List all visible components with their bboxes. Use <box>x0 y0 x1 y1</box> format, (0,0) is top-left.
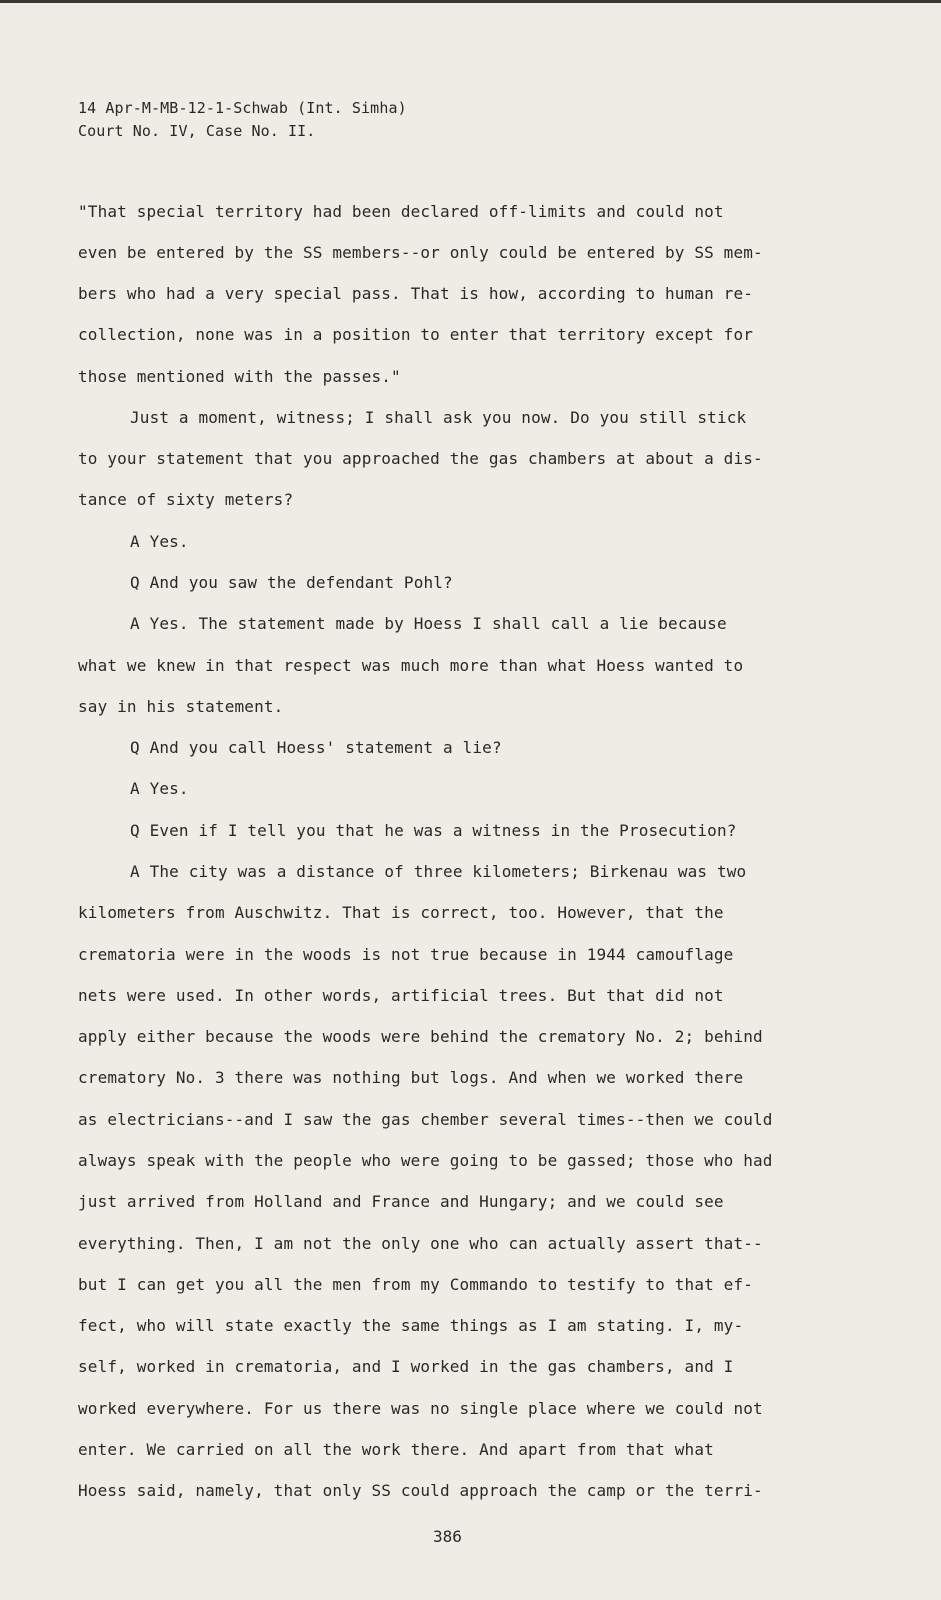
text-line: bers who had a very special pass. That is how, according to human re- <box>78 284 754 303</box>
question-line: Q And you call Hoess' statement a lie? <box>130 738 502 757</box>
page-number: 386 <box>433 1527 462 1546</box>
header-court-case: Court No. IV, Case No. II. <box>78 122 316 140</box>
text-line: everything. Then, I am not the only one who can actually assert that-- <box>78 1234 763 1253</box>
text-line: crematory No. 3 there was nothing but logs. And when we worked there <box>78 1068 744 1087</box>
text-line: enter. We carried on all the work there. And apart from that what <box>78 1440 714 1459</box>
text-line: Just a moment, witness; I shall ask you now. Do you still stick <box>130 408 747 427</box>
text-line: nets were used. In other words, artificial trees. But that did not <box>78 986 724 1005</box>
text-line: "That special territory had been declared off-limits and could not <box>78 202 724 221</box>
text-line: just arrived from Holland and France and Hungary; and we could see <box>78 1192 724 1211</box>
text-line: to your statement that you approached the gas chambers at about a dis- <box>78 449 763 468</box>
text-line: Hoess said, namely, that only SS could approach the camp or the terri- <box>78 1481 763 1500</box>
text-line: as electricians--and I saw the gas chember several times--then we could <box>78 1110 773 1129</box>
question-line: Q Even if I tell you that he was a witness in the Prosecution? <box>130 821 737 840</box>
header-reference: 14 Apr-M-MB-12-1-Schwab (Int. Simha) <box>78 99 407 117</box>
answer-line: A Yes. <box>130 532 189 551</box>
answer-line: A Yes. The statement made by Hoess I shall call a lie because <box>130 614 727 633</box>
text-line: tance of sixty meters? <box>78 490 294 509</box>
text-line: even be entered by the SS members--or only could be entered by SS mem- <box>78 243 763 262</box>
text-line: crematoria were in the woods is not true because in 1944 camouflage <box>78 945 734 964</box>
answer-line: A Yes. <box>130 779 189 798</box>
text-line: but I can get you all the men from my Commando to testify to that ef- <box>78 1275 754 1294</box>
text-line: kilometers from Auschwitz. That is correct, too. However, that the <box>78 903 724 922</box>
text-line: worked everywhere. For us there was no single place where we could not <box>78 1399 763 1418</box>
text-line: apply either because the woods were behind the crematory No. 2; behind <box>78 1027 763 1046</box>
text-line: what we knew in that respect was much more than what Hoess wanted to <box>78 656 744 675</box>
text-line: fect, who will state exactly the same things as I am stating. I, my- <box>78 1316 744 1335</box>
question-line: Q And you saw the defendant Pohl? <box>130 573 453 592</box>
text-line: those mentioned with the passes." <box>78 367 401 386</box>
text-line: collection, none was in a position to enter that territory except for <box>78 325 754 344</box>
text-line: say in his statement. <box>78 697 284 716</box>
text-line: always speak with the people who were going to be gassed; those who had <box>78 1151 773 1170</box>
text-line: self, worked in crematoria, and I worked in the gas chambers, and I <box>78 1357 734 1376</box>
answer-line: A The city was a distance of three kilometers; Birkenau was two <box>130 862 747 881</box>
